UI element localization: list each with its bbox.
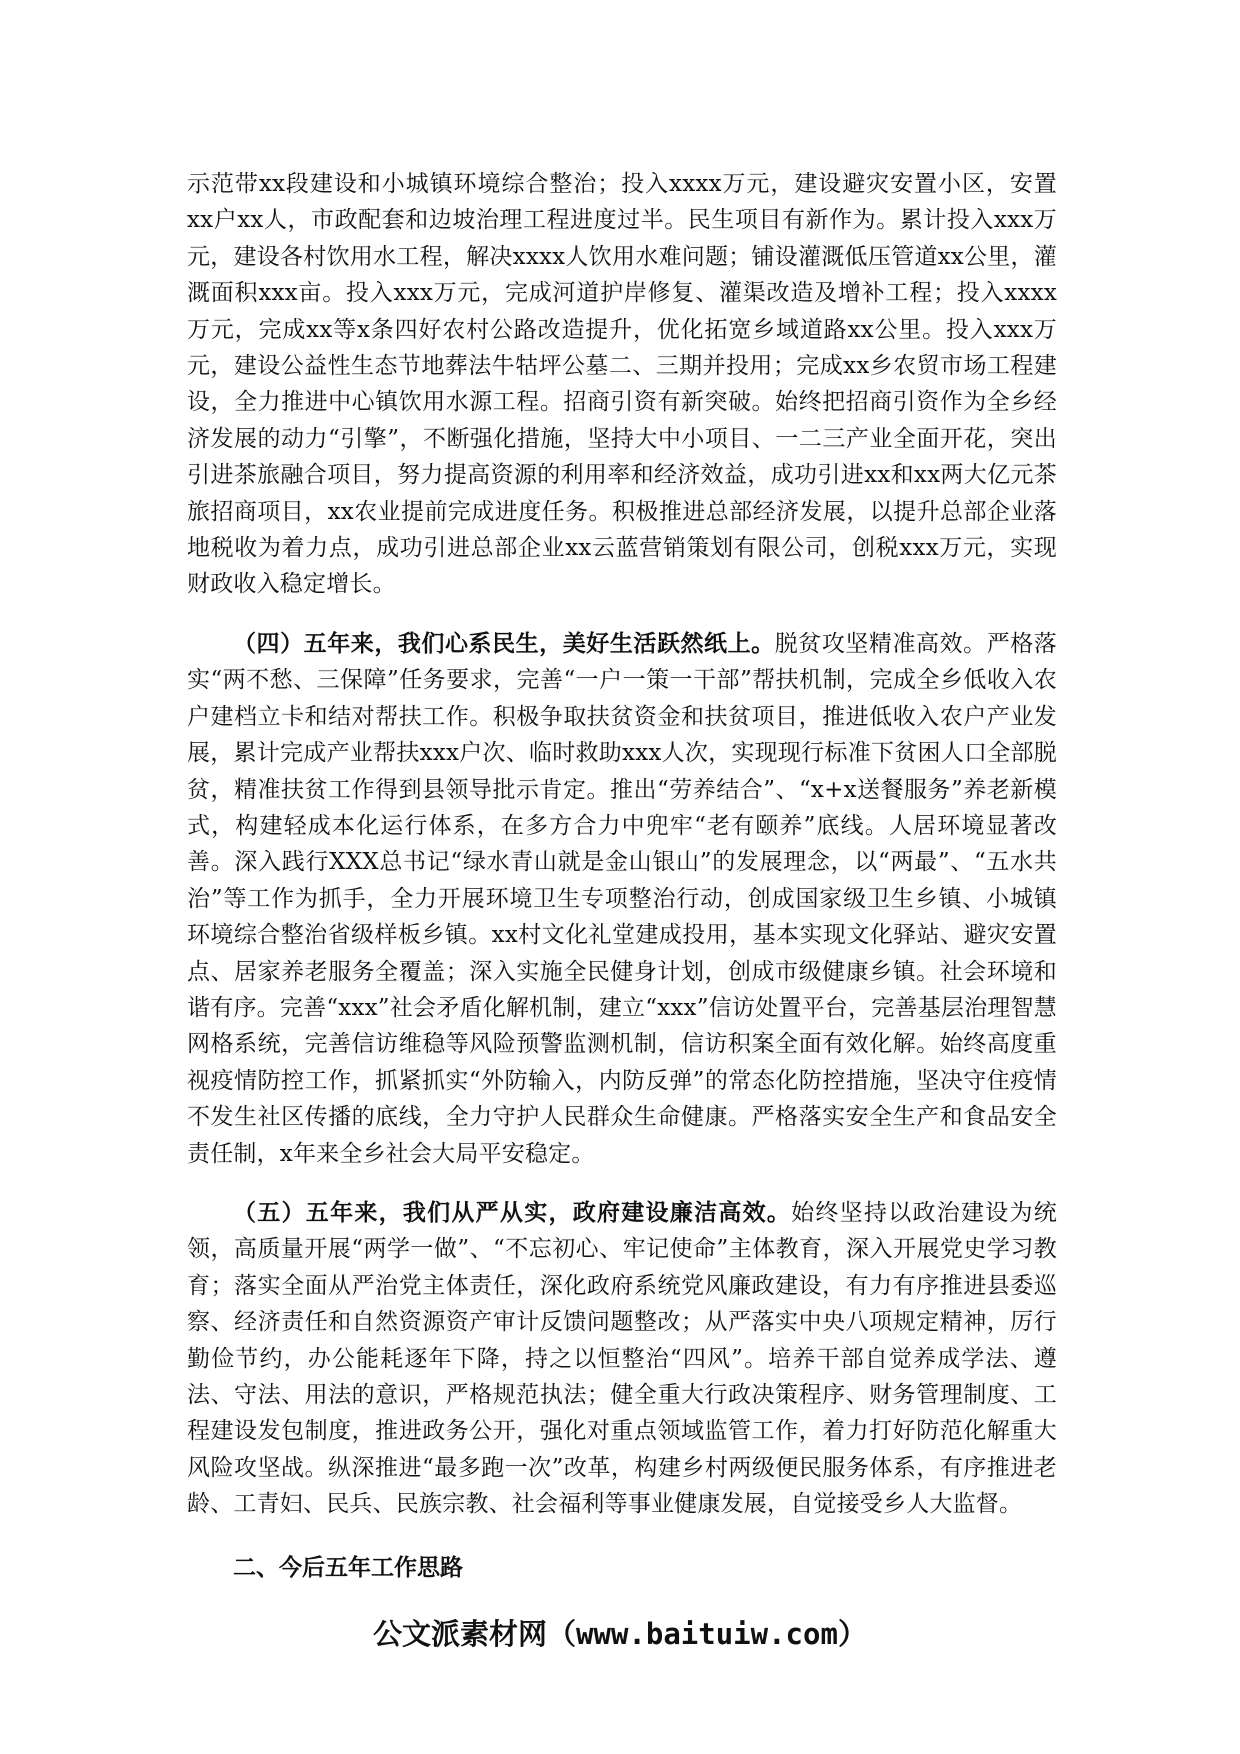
document-body — [187, 166, 1057, 1586]
paragraph-livelihood — [187, 626, 1057, 1172]
paragraph-government — [187, 1195, 1057, 1523]
paragraph-livelihood-body: 脱贫攻坚精准高效。严格落实“两不愁、三保障”任务要求，完善“一户一策一干部”帮扶机制，完成全乡低收入农户建档立卡和结对帮扶工作。积极争取扶贫资金和扶贫项目，推进低收入农户产业发展，累计完成产业帮扶xxx户次、临时救助xxx人次，实现现行标准下贫困人口全部脱贫，精准扶贫工作得到县领导批示肯定。推出“劳养结合”、“x+x送餐服务”养老新模式，构建轻成本化运行体系，在多方合力中兜牢“老有颐养”底线。人居环境显著改善。深入践行XXX总书记“绿水青山就是金山银山”的发展理念，以“两最”、“五水共治”等工作为抓手，全力开展环境卫生专项整治行动，创成国家级卫生乡镇、小城镇环境综合整治省级样板乡镇。xx村文化礼堂建成投用，基本实现文化驿站、避灾安置点、居家养老服务全覆盖；深入实施全民健身计划，创成市级健康乡镇。社会环境和谐有序。完善“xxx”社会矛盾化解机制，建立“xxx”信访处置平台，完善基层治理智慧网格系统，完善信访维稳等风险预警监测机制，信访积案全面有效化解。始终高度重视疫情防控工作，抓紧抓实“外防输入，内防反弹”的常态化防控措施，坚决守住疫情不发生社区传播的底线，全力守护人民群众生命健康。严格落实安全生产和食品安全责任制，x年来全乡社会大局平安稳定。 — [187, 630, 1057, 1167]
footer-watermark — [0, 1612, 1240, 1653]
section-heading: 二、今后五年工作思路 — [233, 1553, 463, 1581]
paragraph-continued: 示范带xx段建设和小城镇环境综合整治；投入xxxx万元，建设避灾安置小区，安置xx户xx人，市政配套和边坡治理工程进度过半。民生项目有新作为。累计投入xxx万元，建设各村饮用水工程，解决xxxx人饮用水难问题；铺设灌溉低压管道xx公里，灌溉面积xxx亩。投入xxx万元，完成河道护岸修复、灌渠改造及增补工程；投入xxxx万元，完成xx等x条四好农村公路改造提升，优化拓宽乡域道路xx公里。投入xxx万元，建设公益性生态节地葬法牛牯坪公墓二、三期并投用；完成xx乡农贸市场工程建设，全力推进中心镇饮用水源工程。招商引资有新突破。始终把招商引资作为全乡经济发展的动力“引擎”，不断强化措施，坚持大中小项目、一二三产业全面开花，突出引进茶旅融合项目，努力提高资源的利用率和经济效益，成功引进xx和xx两大亿元茶旅招商项目，xx农业提前完成进度任务。积极推进总部经济发展，以提升总部企业落地税收为着力点，成功引进总部企业xx云蓝营销策划有限公司，创税xxx万元，实现财政收入稳定增长。 — [187, 171, 1057, 598]
paragraph-government-body: 始终坚持以政治建设为统领，高质量开展“两学一做”、“不忘初心、牢记使命”主体教育，深入开展党史学习教育；落实全面从严治党主体责任，深化政府系统党风廉政建设，有力有序推进县委巡察、经济责任和自然资源资产审计反馈问题整改；从严落实中央八项规定精神，厉行勤俭节约，办公能耗逐年下降，持之以恒整治“四风”。培养干部自觉养成学法、遵法、守法、用法的意识，严格规范执法；健全重大行政决策程序、财务管理制度、工程建设发包制度，推进政务公开，强化对重点领域监管工作，着力打好防范化解重大风险攻坚战。纵深推进“最多跑一次”改革，构建乡村两级便民服务体系，有序推进老龄、工青妇、民兵、民族宗教、社会福利等事业健康发展，自觉接受乡人大监督。 — [187, 1199, 1057, 1518]
paragraph-livelihood-heading: （四）五年来，我们心系民生，美好生活跃然纸上。 — [233, 629, 775, 657]
footer-site-name: 公文派素材网 — [373, 1617, 548, 1651]
footer-site-url: （www.baituiw.com） — [547, 1617, 867, 1651]
paragraph-government-heading: （五）五年来，我们从严从实，政府建设廉洁高效。 — [233, 1198, 792, 1226]
